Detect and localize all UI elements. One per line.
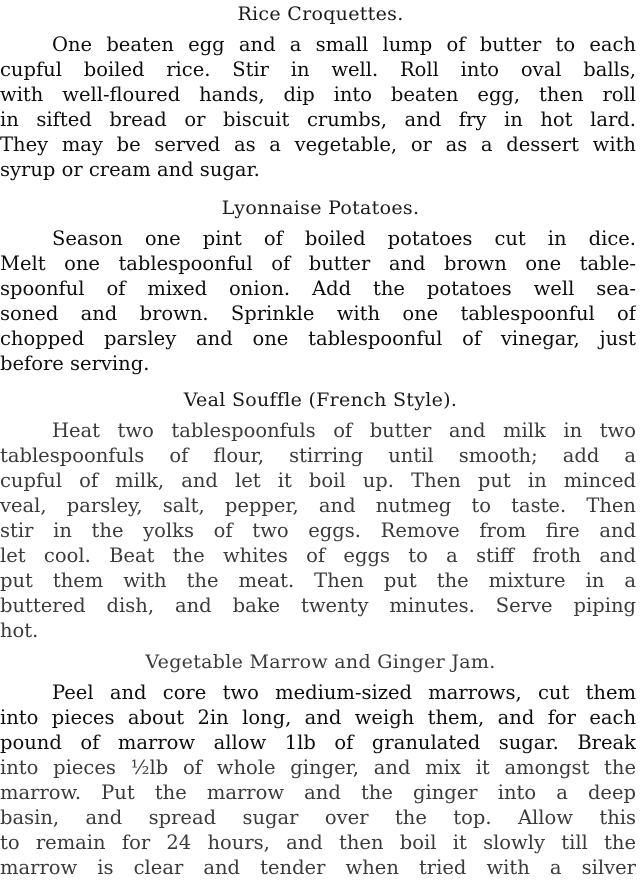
- recipe-text-line: One beaten egg and a small lump of butter to each: [52, 33, 636, 56]
- recipe-lyonnaise-potatoes: [0, 196, 641, 376]
- recipe-text-line: into pieces about 2in long, and weigh them, and for each: [0, 706, 636, 729]
- recipe-text-line: pound of marrow allow 1lb of granulated sugar. Break: [0, 731, 636, 754]
- recipe-text-line: veal, parsley, salt, pepper, and nutmeg to taste. Then: [0, 494, 636, 517]
- recipe-veal-souffle: [0, 388, 641, 643]
- recipe-text-line: Peel and core two medium-sized marrows, cut them: [52, 681, 636, 704]
- recipe-text-line: let cool. Beat the whites of eggs to a stiff froth and: [0, 544, 636, 567]
- recipe-text-line: marrow is clear and tender when tried with a silver: [0, 856, 636, 879]
- recipe-text-line: stir in the yolks of two eggs. Remove from fire and: [0, 519, 636, 542]
- recipe-text-line: with well-floured hands, dip into beaten egg, then roll: [0, 83, 636, 106]
- recipe-title: Rice Croquettes.: [237, 3, 404, 25]
- recipe-text-line: to remain for 24 hours, and then boil it slowly till the: [0, 831, 636, 854]
- recipe-text-line: Heat two tablespoonfuls of butter and milk in two: [52, 419, 636, 442]
- recipe-text-line: buttered dish, and bake twenty minutes. Serve piping: [0, 594, 636, 617]
- recipe-text-line: before serving.: [0, 352, 150, 375]
- recipe-text-line: Season one pint of boiled potatoes cut in dice.: [52, 227, 636, 250]
- recipe-text-line: hot.: [0, 619, 39, 642]
- recipe-title: Veal Souffle (French Style).: [183, 389, 458, 411]
- recipe-text-line: put them with the meat. Then put the mixture in a: [0, 569, 636, 592]
- recipe-text-line: syrup or cream and sugar.: [0, 158, 260, 181]
- recipe-text-line: basin, and spread sugar over the top. Allow this: [0, 806, 636, 829]
- recipe-text-line: into pieces ½lb of whole ginger, and mix it amongst the: [0, 756, 636, 779]
- recipe-text-line: spoonful of mixed onion. Add the potatoes well sea-: [0, 277, 636, 300]
- recipe-text-line: tablespoonfuls of flour, stirring until smooth; add a: [0, 444, 636, 467]
- recipe-title: Vegetable Marrow and Ginger Jam.: [145, 651, 496, 673]
- recipe-marrow-ginger-jam: [0, 650, 641, 880]
- recipe-title: Lyonnaise Potatoes.: [221, 197, 420, 219]
- recipe-text-line: chopped parsley and one tablespoonful of vinegar, just: [0, 327, 636, 350]
- recipe-text-line: soned and brown. Sprinkle with one tablespoonful of: [0, 302, 636, 325]
- recipe-rice-croquettes: [0, 2, 641, 182]
- recipe-text-line: in sifted bread or biscuit crumbs, and fry in hot lard.: [0, 108, 636, 131]
- recipe-text-line: cupful boiled rice. Stir in well. Roll into oval balls,: [0, 58, 636, 81]
- recipe-text-line: They may be served as a vegetable, or as a dessert with: [0, 133, 636, 156]
- recipe-text-line: cupful of milk, and let it boil up. Then put in minced: [0, 469, 636, 492]
- recipe-text-line: marrow. Put the marrow and the ginger into a deep: [0, 781, 636, 804]
- recipe-text-line: Melt one tablespoonful of butter and brown one table-: [0, 252, 636, 275]
